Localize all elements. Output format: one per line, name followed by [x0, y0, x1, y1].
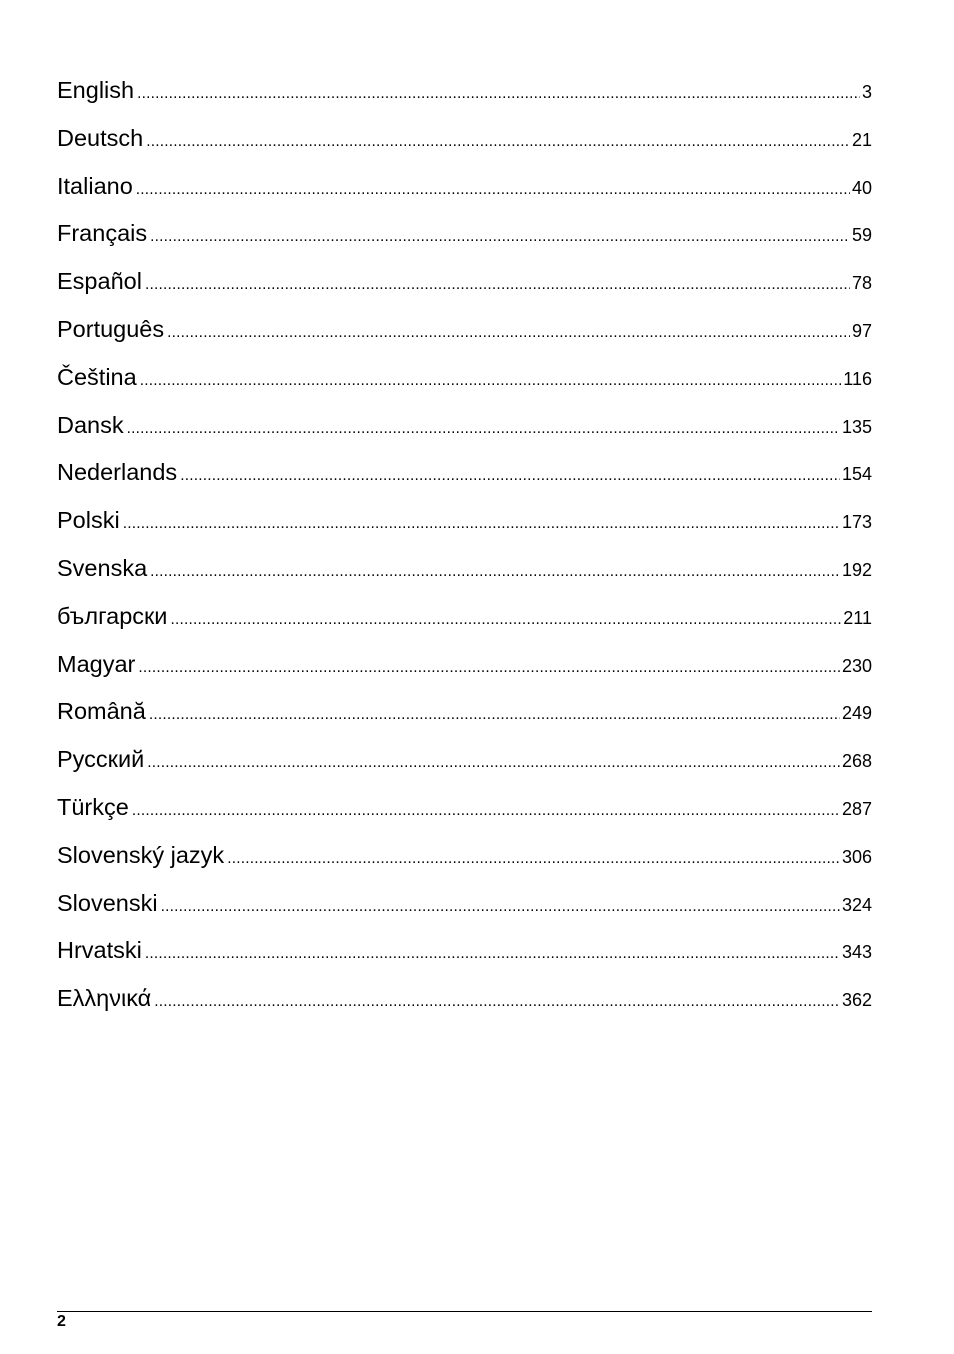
toc-language: Ελληνικά [57, 985, 152, 1012]
toc-leader-dots [140, 372, 842, 390]
toc-language: Français [57, 220, 148, 247]
toc-page-number: 116 [843, 368, 872, 389]
toc-entry-russian[interactable] [57, 746, 872, 794]
toc-language: Slovenski [57, 889, 158, 916]
toc-leader-dots [145, 945, 840, 963]
toc-page-number: 78 [851, 273, 872, 294]
toc-entry-polski[interactable] [57, 507, 872, 555]
toc-language: Čeština [57, 363, 137, 390]
toc-leader-dots [149, 706, 840, 724]
toc-leader-dots [150, 228, 850, 246]
toc-page-number: 249 [841, 703, 872, 724]
toc-entry-cestina[interactable] [57, 364, 872, 412]
toc-page-number: 3 [861, 82, 872, 102]
toc-page-number: 268 [841, 751, 872, 772]
toc-leader-dots [136, 181, 850, 199]
toc-page-number: 135 [841, 416, 872, 437]
toc-leader-dots [123, 515, 840, 533]
toc-language: Русский [57, 746, 145, 773]
toc-leader-dots [161, 898, 840, 916]
toc-leader-dots [147, 754, 840, 772]
toc-page-number: 21 [851, 129, 872, 150]
toc-page-number: 59 [851, 225, 872, 246]
toc-language: български [57, 602, 168, 629]
toc-entry-nederlands[interactable] [57, 459, 872, 507]
toc-entry-slovenski[interactable] [57, 890, 872, 938]
toc-page-number: 306 [841, 846, 872, 867]
toc-leader-dots [137, 85, 860, 103]
toc-page-number: 343 [841, 942, 872, 963]
toc-leader-dots [227, 850, 840, 868]
toc-page-number: 230 [841, 655, 872, 676]
toc-language: Deutsch [57, 124, 144, 151]
toc-entry-espanol[interactable] [57, 268, 872, 316]
toc-leader-dots [132, 802, 840, 820]
toc-language: Italiano [57, 172, 133, 199]
toc-entry-portugues[interactable] [57, 316, 872, 364]
page-number: 2 [57, 1313, 66, 1330]
toc-page-number: 97 [851, 320, 872, 341]
toc-page-number: 362 [841, 990, 872, 1011]
toc-entry-dansk[interactable] [57, 412, 872, 460]
toc-entry-romana[interactable] [57, 698, 872, 746]
toc-leader-dots [167, 324, 850, 342]
toc-leader-dots [170, 611, 841, 629]
toc-entry-greek[interactable] [57, 985, 872, 1033]
toc-language: Português [57, 315, 165, 342]
toc-entry-deutsch[interactable] [57, 125, 872, 173]
toc-entry-svenska[interactable] [57, 555, 872, 603]
toc-entry-turkce[interactable] [57, 794, 872, 842]
toc-page-number: 173 [841, 512, 872, 533]
footer-divider [57, 1311, 872, 1312]
toc-language: Română [57, 698, 146, 725]
toc-page-number: 287 [841, 798, 872, 819]
toc-leader-dots [145, 276, 850, 294]
toc-entry-english[interactable] [57, 77, 872, 125]
toc-entry-magyar[interactable] [57, 651, 872, 699]
toc-language: Nederlands [57, 459, 178, 486]
toc-language: Slovenský jazyk [57, 841, 225, 868]
toc-language: Español [57, 268, 142, 295]
toc-leader-dots [180, 467, 840, 485]
toc-leader-dots [154, 993, 840, 1011]
toc-leader-dots [127, 420, 840, 438]
toc-language: Dansk [57, 411, 124, 438]
toc-page-number: 40 [851, 177, 872, 198]
toc-language: Türkçe [57, 793, 129, 820]
toc-page-number: 211 [843, 607, 872, 628]
toc-page-number: 154 [841, 464, 872, 485]
toc-language: Svenska [57, 554, 148, 581]
toc-entry-francais[interactable] [57, 220, 872, 268]
table-of-contents [57, 77, 872, 1033]
toc-page-number: 324 [841, 894, 872, 915]
toc-language: Polski [57, 507, 120, 534]
toc-language: English [57, 77, 135, 103]
toc-entry-slovensky-jazyk[interactable] [57, 842, 872, 890]
toc-leader-dots [150, 563, 840, 581]
toc-leader-dots [138, 659, 840, 677]
toc-leader-dots [146, 133, 850, 151]
toc-entry-italiano[interactable] [57, 173, 872, 221]
toc-page-number: 192 [841, 559, 872, 580]
toc-entry-hrvatski[interactable] [57, 937, 872, 985]
toc-language: Magyar [57, 650, 136, 677]
toc-language: Hrvatski [57, 937, 142, 964]
toc-entry-bulgarian[interactable] [57, 603, 872, 651]
